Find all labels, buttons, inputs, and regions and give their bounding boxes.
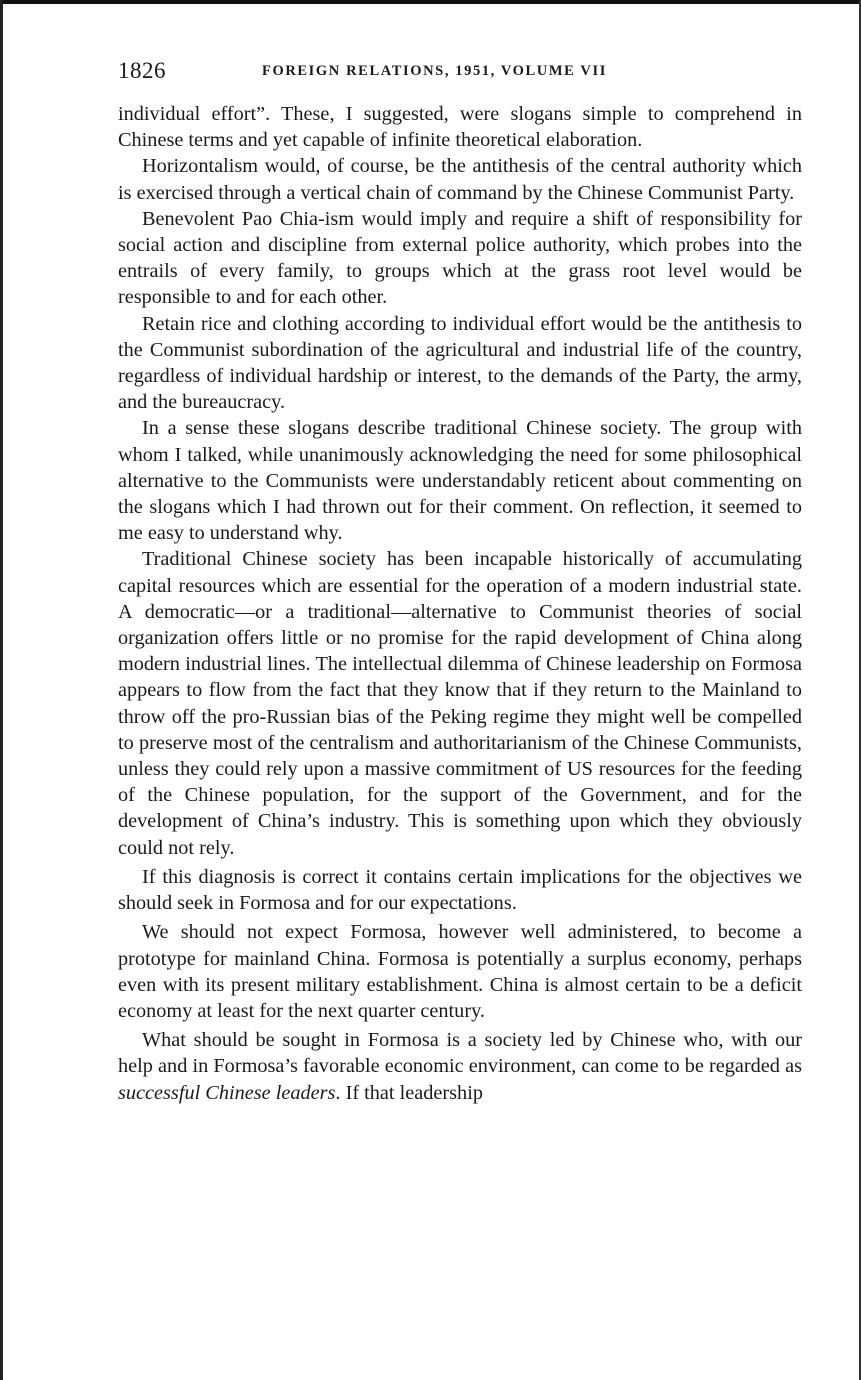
paragraph-leadership-end: . If that leadership [335, 1081, 483, 1104]
paragraph-retain-rice: Retain rice and clothing according to individual effort would be the antithesis to the Communist subordination of the agricultural and industrial life of the country, regardless of individual hardship or interest, to the demands of the Party, the army, and the bureaucracy. [118, 312, 802, 414]
body-text [118, 101, 802, 1106]
paragraph-diagnosis: If this diagnosis is correct it contains certain implications for the objectives we should seek in Formosa and for our expectations. [118, 865, 802, 915]
page-number: 1826 [118, 58, 166, 83]
paragraph-horizontalism: Horizontalism would, of course, be the antithesis of the central authority which is exercised through a vertical chain of command by the Chinese Communist Party. [118, 155, 802, 204]
paragraph-leadership-start: What should be sought in Formosa is a society led by Chinese who, with our help and in Formosa’s favorable economic environment, can come to be regarded as [118, 1029, 802, 1078]
paragraph-continued: individual effort”. These, I suggested, were slogans simple to comprehend in Chinese terms and yet capable of infinite theoretical elaboration. [118, 103, 802, 152]
paragraph-prototype: We should not expect Formosa, however well administered, to become a prototype for mainland China. Formosa is potentially a surplus economy, perhaps even with its present military establishment. China is almost certain to be a deficit economy at least for the next quarter century. [118, 921, 802, 1022]
scan-border-top [0, 0, 861, 4]
paragraph-capital-resources: Traditional Chinese society has been incapable historically of accumulating capital resources which are essential for the operation of a modern industrial state. A democratic—or a traditional—alternative to Communist theories of social organization offers little or no promise for the rapid development of China along modern industrial lines. The intellectual dilemma of Chinese leadership on Formosa appears to flow from the fact that they know that if they return to the Mainland to throw off the pro-Russian bias of the Peking regime they might well be compelled to preserve most of the centralism and authoritarianism of the Chinese Communists, unless they could rely upon a massive commitment of US resources for the feeding of the Chinese population, for the support of the Government, and for the development of China’s industry. This is something upon which they obviously could not rely. [118, 548, 802, 859]
running-head [118, 58, 802, 88]
scan-border-left [0, 0, 3, 1380]
running-title: FOREIGN RELATIONS, 1951, VOLUME VII [262, 63, 607, 79]
paragraph-leadership [118, 1027, 802, 1106]
paragraph-traditional-society: In a sense these slogans describe traditional Chinese society. The group with whom I talked, while unanimously acknowledging the need for some philosophical alternative to the Communists were understandably reticent about commenting on the slogans which I had thrown out for their comment. On reflection, it seemed to me easy to understand why. [118, 417, 802, 545]
paragraph-leadership-italic: successful Chinese leaders [118, 1081, 336, 1104]
paragraph-pao-chia: Benevolent Pao Chia-ism would imply and require a shift of responsibility for social action and discipline from external police authority, which probes into the entrails of every family, to groups which at the grass root level would be responsible to and for each other. [118, 207, 802, 309]
